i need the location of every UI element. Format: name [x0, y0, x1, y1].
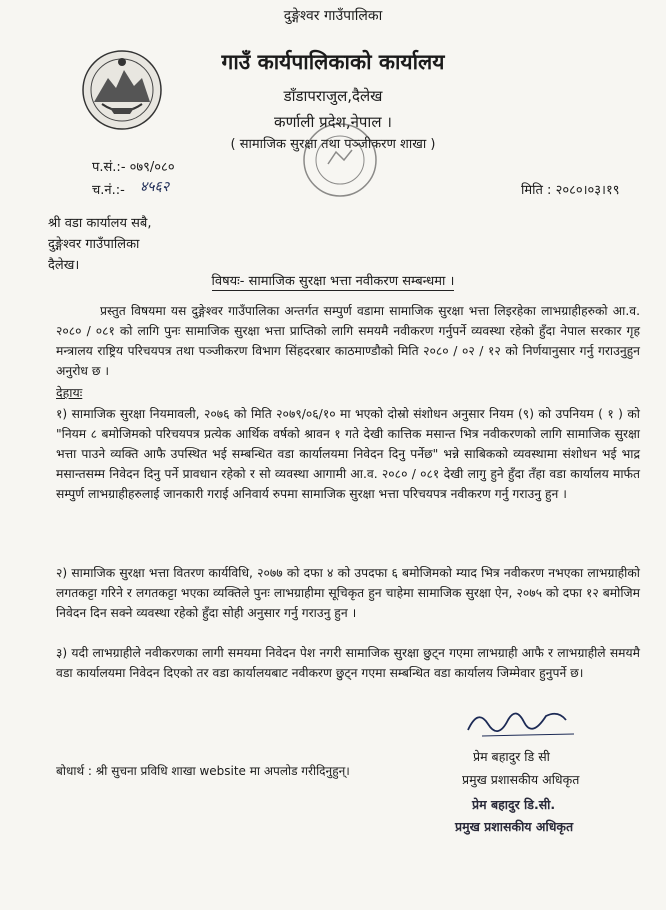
chalani-label: च.नं.:-: [92, 183, 125, 198]
office-location: डाँडापराजुल,दैलेख: [283, 87, 383, 105]
list-item: ३) यदी लाभग्राहीले नवीकरणका लागी समयमा निवेदन पेश नगरी सामाजिक सुरक्षा छुट्न गएमा लाभग्राही आफै र लाभग्राहीले समयमै वडा कार्यालयमा निवेदन दिएको तर वडा कार्यालयबाट नवीकरण छुट्न गएमा सम्बन्धित वडा कार्यालय जिम्मेवार हुनुपर्ने छ।: [56, 646, 640, 680]
branch-line: ( सामाजिक सुरक्षा तथा पञ्जीकरण शाखा ): [230, 137, 436, 152]
signatory-title: प्रमुख प्रशासकीय अधिकृत: [462, 772, 580, 787]
bodharth-line: बोधार्थ : श्री सुचना प्रविधि शाखा website मा अपलोड गरीदिनुहुन्।: [56, 764, 350, 778]
addressee-line-3: दैलेख।: [48, 258, 80, 273]
signature-scribble: [462, 700, 582, 742]
addressee-line-2: दुङ्गेश्वर गाउँपालिका: [48, 237, 140, 252]
stamp-name: प्रेम बहादुर डि.सी.: [472, 797, 556, 812]
dehaye-heading: देहायः: [56, 385, 83, 400]
patra-sankhya: प.सं.:- ०७९/०८०: [92, 160, 175, 175]
list-item: १) सामाजिक सुरक्षा नियमावली, २०७६ को मिति २०७९/०६/१० मा भएको दोस्रो संशोधन अनुसार नियम (९) को उपनियम ( १ ) को "नियम ८ बमोजिमको परिचयपत्र प्रत्येक आर्थिक वर्षको श्रावन १ गते देखी कात्तिक मसान्त भित्र नवीकरणको लागि सामाजिक सुरक्षा भत्ता पाउने व्यक्ति आफै उपस्थित भई सम्बन्धित वडा कार्यालयमा निवेदन दिनु पर्नेछ" भन्ने साबिकको व्यवस्थामा संशोधन भई भाद्र मसान्तसम्म निवेदन दिनु पर्ने प्रावधान रहेको र सो व्यवस्था आगामी आ.व. २०८० / ०८१ देखी लागु हुने हुँदा तँहा वडा कार्यालय मार्फत सम्पुर्ण लाभग्राहीहरुलाई जानकारी गराई अनिवार्य रुपमा सामाजिक सुरक्षा भत्ता परिचयपत्र नवीकरण गर्नु गराउनु हुन ।: [56, 407, 640, 501]
chalani-number: ४५६२: [140, 179, 170, 195]
office-title: गाउँ कार्यपालिकाको कार्यालय: [221, 50, 445, 74]
addressee-line-1: श्री वडा कार्यालय सबै,: [48, 216, 152, 231]
subject-line: विषयः- सामाजिक सुरक्षा भत्ता नवीकरण सम्बन्धमा ।: [211, 274, 455, 289]
signatory-name: प्रेम बहादुर डि सी: [473, 749, 550, 764]
intro-paragraph: प्रस्तुत विषयमा यस दुङ्गेश्वर गाउँपालिका अन्तर्गत सम्पुर्ण वडामा सामाजिक सुरक्षा भत्ता लिइरहेका लाभग्राहीहरुको आ.व. २०८० / ०८१ को लागि पुनः सामाजिक सुरक्षा भत्ता प्राप्तिको लागि समयमै नवीकरण गर्नुपर्ने व्यवस्था रहेको हुँदा नेपाल सरकार गृह मन्त्रालय राष्ट्रिय परिचयपत्र तथा पञ्जीकरण विभाग सिंहदरबार काठमाण्डौको मिति २०८० / ०२ / १२ को निर्णयानुसार गर्नु गराउनुहुन अनुरोध छ ।: [56, 304, 640, 378]
province-line: कर्णाली प्रदेश,नेपाल ।: [274, 113, 392, 131]
office-seal-stamp: [300, 120, 380, 200]
municipality-name: दुङ्गेश्वर गाउँपालिका: [283, 8, 383, 24]
stamp-title: प्रमुख प्रशासकीय अधिकृत: [455, 819, 574, 834]
letter-date: मिति : २०८०।०३।१९: [521, 183, 620, 198]
list-item: २) सामाजिक सुरक्षा भत्ता वितरण कार्यविधि, २०७७ को दफा ४ को उपदफा ६ बमोजिमको म्याद भित्र नवीकरण नभएका लाभग्राहीको लगतकट्टा गरिने र लगतकट्टा भएका व्यक्तिले पुनः लाभग्राहीमा सूचिकृत हुन चाहेमा सामाजिक सुरक्षा ऐन, २०७५ को दफा १२ बमोजिम निवेदन दिन सक्ने व्यवस्था रहेको हुँदा सोही अनुसार गर्नु गराउनु हुन ।: [56, 566, 640, 620]
